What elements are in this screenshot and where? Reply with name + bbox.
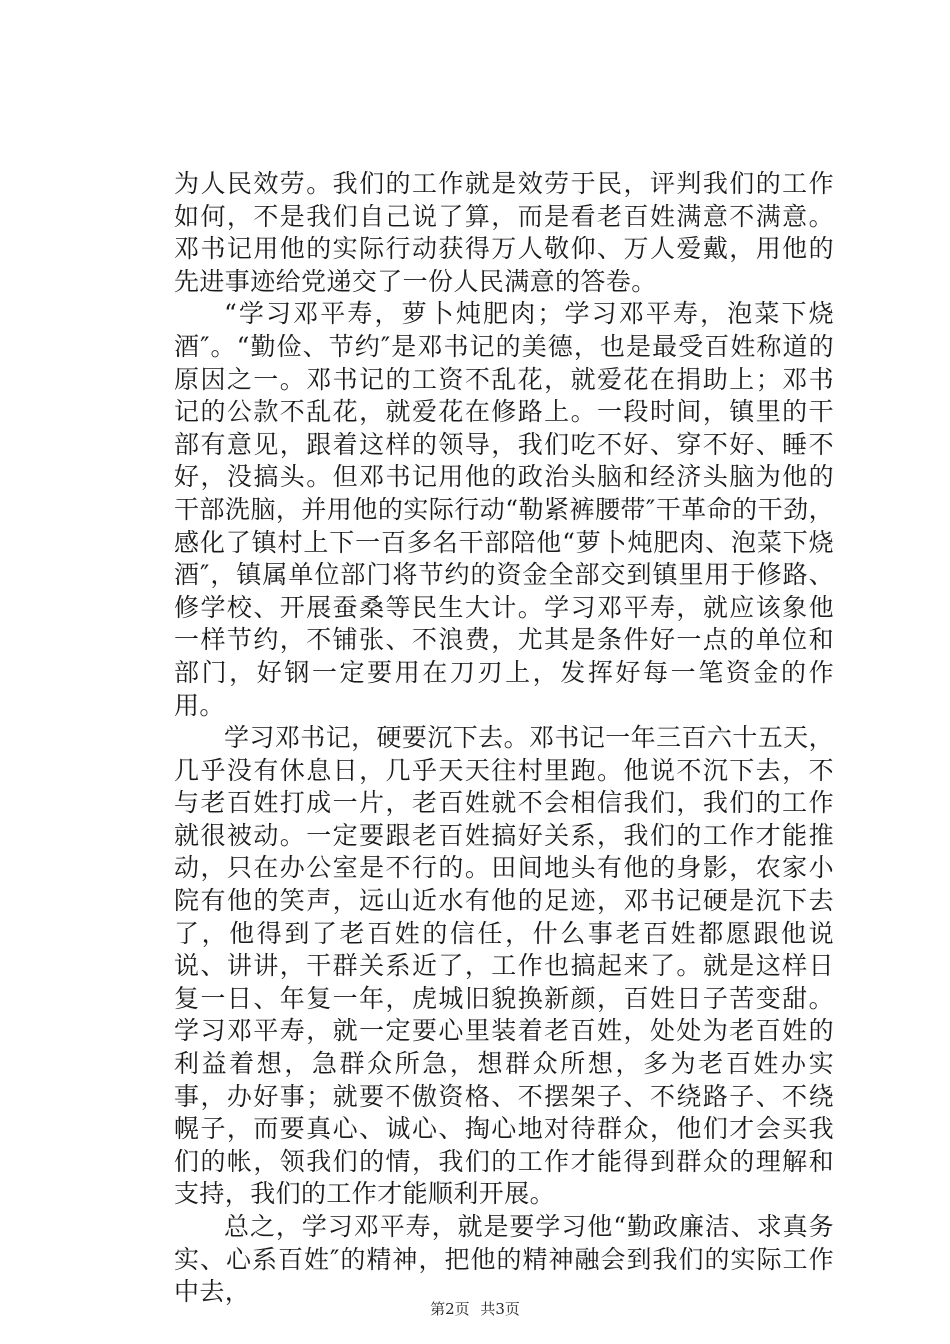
page-footer	[0, 1298, 950, 1319]
paragraph-3: 学习邓书记，硬要沉下去。邓书记一年三百六十五天，几乎没有休息日，几乎天天往村里跑。他说不沉下去，不与老百姓打成一片，老百姓就不会相信我们，我们的工作就很被动。一定要跟老百姓搞好关系，我们的工作才能推动，只在办公室是不行的。田间地头有他的身影，农家小院有他的笑声，远山近水有他的足迹，邓书记硬是沉下去了，他得到了老百姓的信任，什么事老百姓都愿跟他说说、讲讲，干群关系近了，工作也搞起来了。就是这样日复一日、年复一年，虎城旧貌换新颜，百姓日子苦变甜。学习邓平寿，就一定要心里装着老百姓，处处为老百姓的利益着想，急群众所急，想群众所想，多为老百姓办实事，办好事；就要不傲资格、不摆架子、不绕路子、不绕幌子，而要真心、诚心、掏心地对待群众，他们才会买我们的帐，领我们的情，我们的工作才能得到群众的理解和支持，我们的工作才能顺利开展。	[174, 723, 834, 1209]
paragraph-1: 为人民效劳。我们的工作就是效劳于民，评判我们的工作如何，不是我们自己说了算，而是看老百姓满意不满意。邓书记用他的实际行动获得万人敬仰、万人爱戴，用他的先进事迹给党递交了一份人民满意的答卷。	[174, 169, 834, 296]
document-body	[174, 168, 834, 1309]
paragraph-4: 总之，学习邓平寿，就是要学习他“勤政廉洁、求真务实、心系百姓″的精神，把他的精神融会到我们的实际工作中去，	[174, 1212, 834, 1307]
paragraph-2: “学习邓平寿，萝卜炖肥肉；学习邓平寿，泡菜下烧酒″。“勤俭、节约″是邓书记的美德，也是最受百姓称道的原因之一。邓书记的工资不乱花，就爱花在捐助上；邓书记的公款不乱花，就爱花在修路上。一段时间，镇里的干部有意见，跟着这样的领导，我们吃不好、穿不好、睡不好，没搞头。但邓书记用他的政治头脑和经济头脑为他的干部洗脑，并用他的实际行动“勒紧裤腰带″干革命的干劲，感化了镇村上下一百多名干部陪他“萝卜炖肥肉、泡菜下烧酒″，镇属单位部门将节约的资金全部交到镇里用于修路、修学校、开展蚕桑等民生大计。学习邓平寿，就应该象他一样节约，不铺张、不浪费，尤其是条件好一点的单位和部门，好钢一定要用在刀刃上，发挥好每一笔资金的作用。	[174, 299, 834, 720]
page-total: 共3页	[480, 1300, 520, 1318]
page-number: 第2页	[430, 1300, 470, 1318]
